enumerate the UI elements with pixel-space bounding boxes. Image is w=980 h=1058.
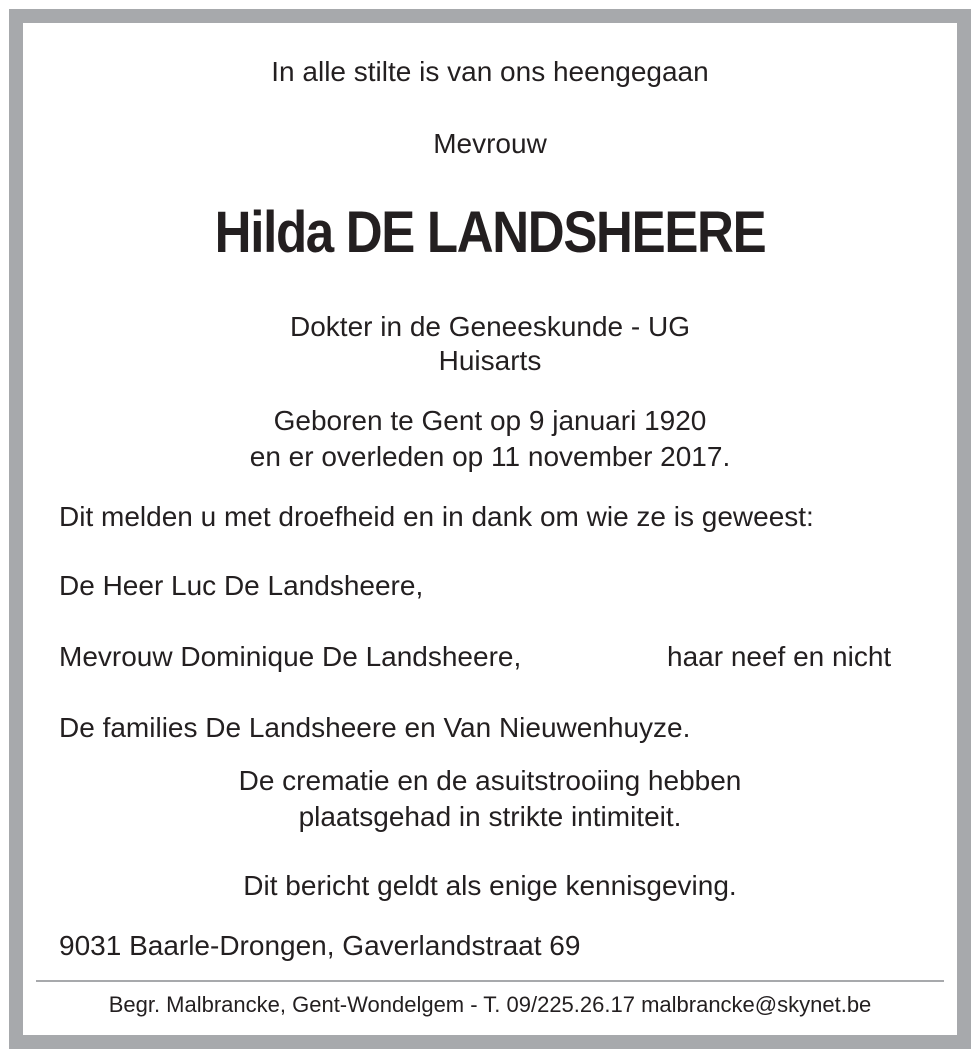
title-line-2: Huisarts	[438, 345, 542, 376]
announcement-text: Dit melden u met droefheid en in dank om wie ze is geweest:	[59, 501, 814, 532]
birth-text: Geboren te Gent op 9 januari 1920	[273, 405, 707, 436]
relative-3: De families De Landsheere en Van Nieuwenhuyze.	[59, 712, 691, 743]
cremation-line-2: plaatsgehad in strikte intimiteit.	[298, 801, 682, 832]
deceased-name: Hilda DE LANDSHEERE	[214, 200, 766, 265]
relative-2: Mevrouw Dominique De Landsheere,	[59, 641, 522, 672]
footer-divider	[36, 980, 944, 982]
death-text: en er overleden op 11 november 2017.	[249, 441, 731, 472]
funeral-home-footer: Begr. Malbrancke, Gent-Wondelgem - T. 09/225.26.17 malbrancke@skynet.be	[108, 992, 872, 1017]
intro-text: In alle stilte is van ons heengegaan	[271, 56, 709, 87]
notice-only-text: Dit bericht geldt als enige kennisgeving.	[243, 870, 737, 901]
relative-1: De Heer Luc De Landsheere,	[59, 570, 424, 601]
salutation: Mevrouw	[433, 128, 547, 159]
relation-text: haar neef en nicht	[667, 641, 892, 672]
address-text: 9031 Baarle-Drongen, Gaverlandstraat 69	[59, 930, 581, 961]
cremation-line-1: De crematie en de asuitstrooiing hebben	[238, 765, 742, 796]
title-line-1: Dokter in de Geneeskunde - UG	[290, 311, 690, 342]
